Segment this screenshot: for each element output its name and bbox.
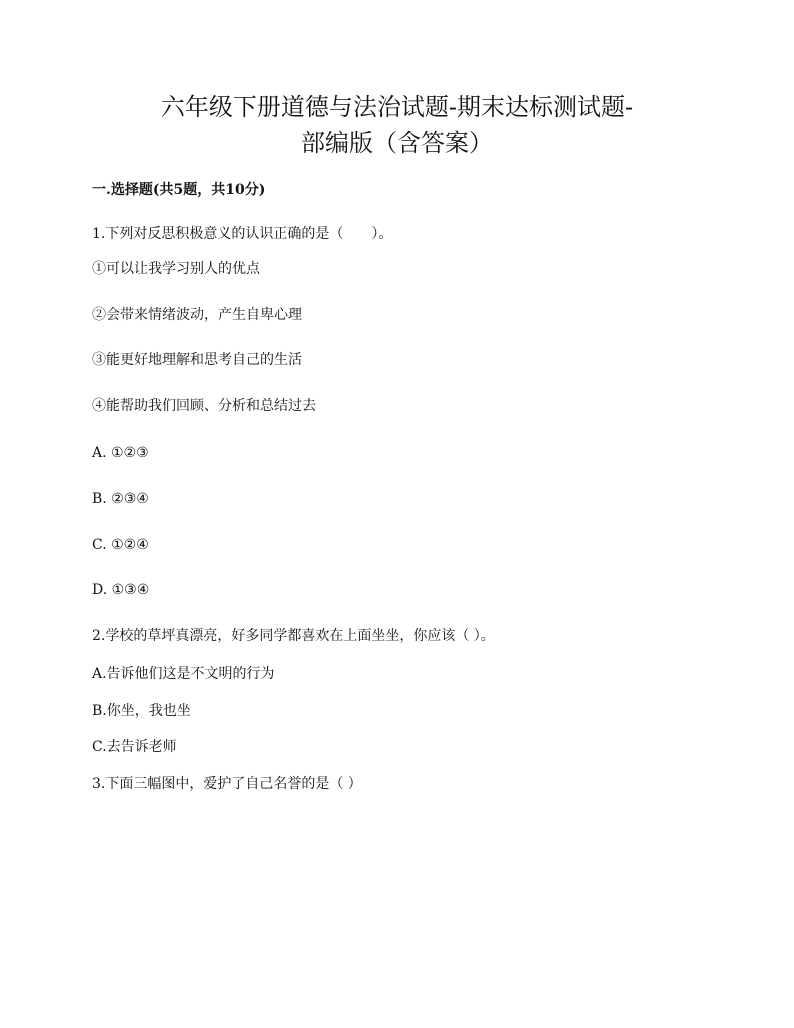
question-1-option-a: A. ①②③ [92,445,149,461]
question-1-option-c: C. ①②④ [92,537,149,553]
question-2-stem: 2.学校的草坪真漂亮，好多同学都喜欢在上面坐坐，你应该（ ）。 [92,628,495,644]
question-1-statement-4: ④能帮助我们回顾、分析和总结过去 [92,398,316,414]
question-2-option-b: B.你坐，我也坐 [92,703,191,719]
question-1-option-b: B. ②③④ [92,491,149,507]
question-1-statement-2: ②会带来情绪波动，产生自卑心理 [92,307,302,323]
section-heading: 一.选择题(共5题，共10分) [92,182,266,198]
question-1-statement-3: ③能更好地理解和思考自己的生活 [92,352,302,368]
question-3-stem: 3.下面三幅图中，爱护了自己名誉的是（ ） [92,776,362,792]
question-1-option-d: D. ①③④ [92,582,150,598]
question-2-option-c: C.去告诉老师 [92,739,177,755]
document-title-line-1: 六年级下册道德与法治试题-期末达标测试题- [160,93,634,121]
question-2-option-a: A.告诉他们这是不文明的行为 [92,666,275,682]
question-1-statement-1: ①可以让我学习别人的优点 [92,261,260,277]
document-title-line-2: 部编版（含答案） [301,129,493,157]
question-1-stem: 1.下列对反思积极意义的认识正确的是（ ）。 [92,226,393,242]
